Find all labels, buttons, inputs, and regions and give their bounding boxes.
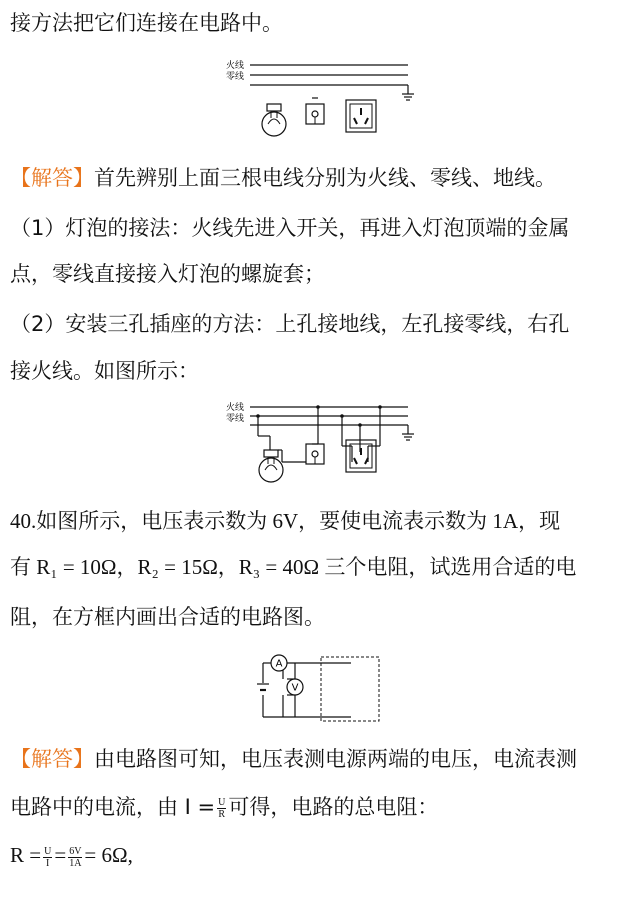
ground-symbol-icon (402, 85, 414, 100)
voltmeter-icon (287, 679, 303, 695)
text-line (10, 309, 635, 339)
text-line (10, 356, 635, 386)
line-text: 接火线。如图所示： (10, 359, 199, 383)
line-text: 电路中的电流，由 I = (10, 795, 216, 819)
line-text: （1）灯泡的接法：火线先进入开关，再进入灯泡顶端的金属 (10, 216, 570, 240)
answer-tag: 【解答】 (10, 747, 94, 771)
ground-symbol-icon (402, 425, 414, 440)
live-wire-label: 火线 (226, 403, 245, 413)
light-bulb-icon (262, 104, 286, 136)
live-wire-label: 火线 (226, 61, 245, 71)
neutral-wire-label: 零线 (226, 414, 245, 424)
problem-line (10, 602, 635, 632)
fraction-u-over-i: $\frac{U}{I}$ (44, 845, 52, 869)
line-text: 由电路图可知，电压表测电源两端的电压，电流表测 (94, 747, 577, 771)
answer-tag: 【解答】 (10, 166, 94, 190)
ammeter-label: A (275, 658, 283, 670)
text-line (10, 259, 635, 289)
ammeter-icon (271, 655, 287, 671)
answer-line (10, 744, 635, 774)
dashed-box (321, 657, 379, 721)
wiring-diagram-solution (222, 400, 422, 492)
wiring-diagram-blank (222, 56, 422, 150)
switch-icon (306, 444, 324, 464)
answer-line (10, 163, 635, 193)
circuit-diagram (255, 655, 385, 723)
line-text: 可得，电路的总电阻： (228, 795, 439, 819)
text-line (10, 8, 635, 38)
switch-icon (306, 98, 324, 124)
line-text: 40.如图所示，电压表示数为 6V，要使电流表示数为 1A，现 (10, 509, 561, 533)
formula-line (10, 792, 635, 822)
voltmeter-label: V (291, 682, 299, 694)
line-text: 首先辨别上面三根电线分别为火线、零线、地线。 (94, 166, 556, 190)
line-text: （2）安装三孔插座的方法：上孔接地线，左孔接零线，右孔 (10, 312, 570, 336)
three-hole-socket-icon (346, 100, 376, 132)
three-hole-socket-icon (346, 440, 376, 472)
fraction-6v-over-1a: $\frac{6V}{1A}$ (69, 845, 82, 869)
neutral-wire-label: 零线 (226, 72, 245, 82)
line-text: 有 R₁ = 10Ω，R₂ = 15Ω，R₃ = 40Ω 三个电阻，试选用合适的电 (10, 555, 577, 579)
connection-wires (256, 405, 382, 462)
light-bulb-icon (259, 450, 283, 482)
problem-line (10, 506, 635, 536)
line-text: 点，零线直接接入灯泡的螺旋套； (10, 262, 325, 286)
problem-line (10, 552, 635, 582)
line-text: 接方法把它们连接在电路中。 (10, 11, 283, 35)
battery-icon (257, 684, 269, 690)
line-text: = 6Ω, (84, 843, 133, 867)
line-text: R = (10, 843, 42, 867)
formula-line (10, 840, 635, 870)
fraction-u-over-r: $\frac{U}{R}$ (218, 796, 226, 820)
text-line (10, 213, 635, 243)
line-text: = (54, 843, 67, 867)
line-text: 阻，在方框内画出合适的电路图。 (10, 605, 325, 629)
